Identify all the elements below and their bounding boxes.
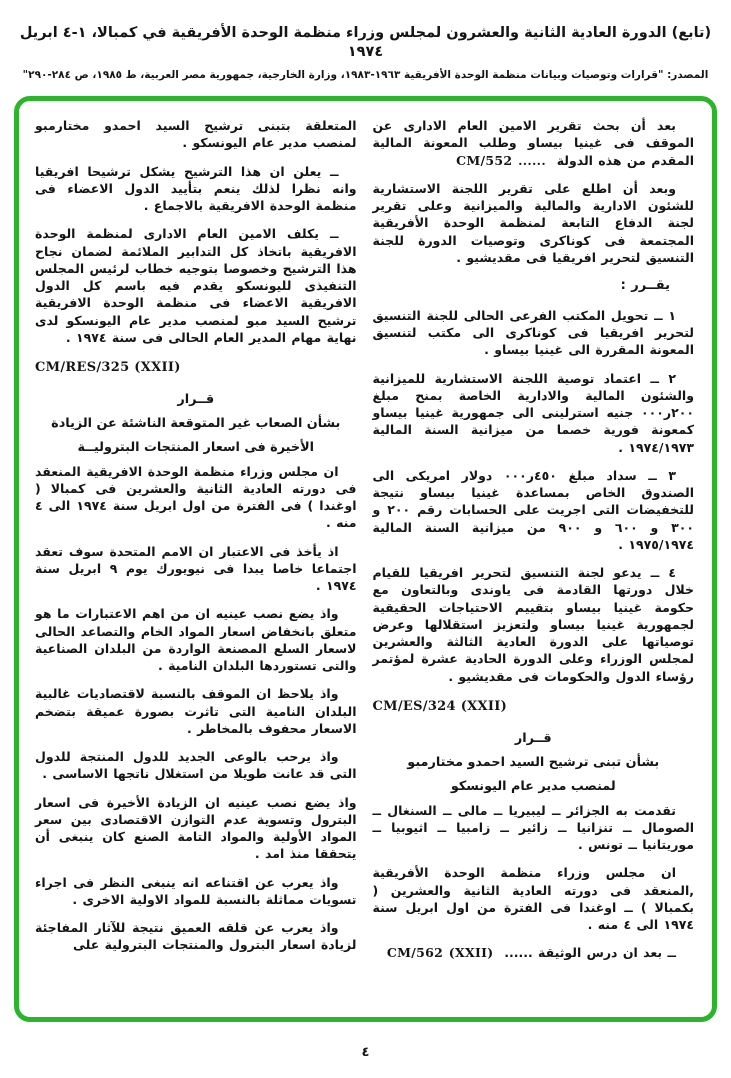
paragraph: ان مجلس وزراء منظمة الوحدة الأفريقية ,المنعقد فى دورته العادية الثانية والعشرين ( بكمبالا ) ــ اوغندا فى الفترة من اول ابريل سنة ١٩٧٤ الى ٤ منه . (372, 865, 694, 933)
source-citation: المصدر: "قرارات وتوصيات وبيانات منظمة الوحدة الأفريقية ١٩٦٣-١٩٨٣، وزارة الخارجية، جمهورية مصر العربية، ط ١٩٨٥، ص ٢٨٤-٢٩٠" (22, 68, 709, 81)
doc-ref-inline: CM/562 (XXII) (386, 945, 494, 961)
resolution-title: بشأن الصعاب غير المتوقعة الناشئة عن الزيادة (51, 415, 341, 431)
resolution-title: لمنصب مدير عام اليونسكو (450, 778, 616, 794)
paragraph: تقدمت به الجزائر ــ ليبيريا ــ مالى ــ السنغال ــ الصومال ــ تنزانيا ــ زائير ــ زامبيا ــ اثيوبيا ــ موريتانيا ــ تونس . (372, 802, 694, 853)
paragraph: واذ يضع نصب عينيه ان الزيادة الأخيرة فى اسعار البترول وتسوية عدم التوازن الاقتصادى بين سعر المواد الأولية والمواد التامة الصنع كان ينبغى أن يتحققا منذ امد . (35, 794, 357, 862)
page-header (0, 24, 731, 81)
paragraph: واذ يعرب عن اقتناعه انه ينبغى النظر فى اجراء تسويات مماثلة بالنسبة للمواد الاولية الاخرى . (35, 874, 357, 907)
page-number: ٤ (361, 1045, 370, 1060)
paragraph: واذ يضع نصب عينيه ان من اهم الاعتبارات ما هو متعلق بانخفاض اسعار المواد الخام والتصاعد الحالى لاسعار السلع المصنعة الواردة من البلدان الصناعية والتى تستوردها البلدان النامية . (35, 606, 357, 674)
column-left (35, 117, 357, 1011)
paragraph: واذ يعرب عن قلقه العميق نتيجة للآثار المفاجئة لزيادة اسعار البترول والمنتجات البترولية على (35, 920, 357, 953)
paragraph: ــ يكلف الامين العام الادارى لمنظمة الوحدة الافريقية باتخاذ كل التدابير الملائمة لضمان نجاح هذا الترشيح وخصوصا بتوجيه خطاب لرئيس المجلس التنفيذى لليونسكو يقدم فيه باسم كل الدول الافريقية الاعضاء فى منظمة الوحدة الافريقية ترشيح السيد مبو لمنصب مدير عام اليونسكو لدى نهاية مهام المدير العام الحالى فى سنة ١٩٧٤ . (35, 226, 357, 345)
paragraph: المتعلقة بتبنى ترشيح السيد احمدو مختارمبو لمنصب مدير عام اليونسكو . (35, 118, 357, 151)
resolution-title: بشأن تبنى ترشيح السيد احمدو مختارمبو (407, 754, 660, 770)
paragraph: بعد أن بحث تقرير الامين العام الادارى عن الموقف فى غينيا بيساو وطلب المعونة المالية المقدم من هذه الدولة CM/552 ...... (372, 118, 694, 168)
paragraph: ٣ ــ سداد مبلغ ٤٥٠ر٠٠٠ دولار امريكى الى الصندوق الخاص بمساعدة غينيا بيساو نتيجة للتخفيضات التى اجريت على الحسابات رقم ٢٠٠ و ٣٠٠ و ٦٠٠ و ٩٠٠ من ميزانية السنة المالية ١٩٧٥/١٩٧٤ . (372, 467, 694, 552)
paragraph: واذ يرحب بالوعى الجديد للدول المنتجة للدول التى قد عانت طويلا من استغلال ناتجها الاساسى . (35, 749, 357, 782)
resolution-title: قــرار (177, 392, 215, 407)
doc-ref: CM/ES/324 (XXII) (372, 698, 508, 714)
paragraph: ٢ ــ اعتماد توصية اللجنة الاستشارية للميزانية والشئون المالية والادارية الخاصة بمنح مبلغ ٢٠٠ر٠٠٠ جنيه استرلينى الى جمهورية غينيا بيساو كمعونة فورية خصما من ميزانية السنة المالية ١٩٧٤/١٩٧٣ . (372, 370, 694, 455)
session-title: (تابع) الدورة العادية الثانية والعشرون لمجلس وزراء منظمة الوحدة الأفريقية في كمبالا، ١-٤ ابريل ١٩٧٤ (19, 25, 712, 60)
paragraph: وبعد أن اطلع على تقرير اللجنة الاستشارية للشئون الادارية والمالية والميزانية وعلى تقرير لجنة الدفاع التابعة لمنظمة الوحدة الأفريقية المجتمعة فى كوناكرى وتوصيات الدورة للجنة التنسيق لتحرير افريقيا فى مقديشيو . (372, 180, 694, 265)
resolution-title: قــرار (514, 730, 552, 746)
two-column-layout (35, 117, 694, 1011)
column-right (373, 117, 695, 1011)
paragraph: اذ يأخذ فى الاعتبار ان الامم المتحدة سوف تعقد اجتماعا خاصا يبدا فى نيويورك يوم ٩ ابريل سنة ١٩٧٤ . (35, 543, 357, 594)
content-border-box (14, 96, 717, 1022)
paragraph: ــ يعلن ان هذا الترشيح يشكل ترشيحا افريقيا وانه نظرا لذلك ينعم بتأييد الدول الاعضاء فى منظمة الوحدة الافريقية بالاجماع . (35, 163, 357, 213)
paragraph: ان مجلس وزراء منظمة الوحدة الافريقية المنعقد فى دورته العادية الثانية والعشرين فى كمبالا ( اوغندا ) فى الفترة من اول ابريل سنة ١٩٧٤ الى ٤ منه . (35, 463, 357, 531)
doc-ref-inline: CM/552 ...... (456, 152, 546, 168)
doc-ref: CM/RES/325 (XXII) (35, 360, 181, 375)
resolution-title: الأخيرة فى اسعار المنتجات البتروليــة (77, 439, 315, 455)
decree-word: يقــرر : (620, 278, 670, 293)
paragraph: ــ بعد ان درس الوثيقة ...... CM/562 (XXII) (386, 945, 676, 961)
paragraph: واذ يلاحظ ان الموقف بالنسبة لاقتصاديات غالبية البلدان النامية التى تاثرت بصورة عميقة بتضخم الاسعار محفوف بالمخاطر . (35, 686, 357, 736)
paragraph: ١ ــ تحويل المكتب الفرعى الحالى للجنة التنسيق لتحرير افريقيا فى كوناكرى الى مكتب لتنسيق المعونة المقررة الى غينيا بيساو . (372, 307, 694, 358)
paragraph: ٤ ــ يدعو لجنة التنسيق لتحرير افريقيا للقيام خلال دورتها القادمة فى ياوندى وبالتعاون مع حكومة غينيا بيساو بتقييم الاحتياجات الحقيقية لجمهورية غينيا بيساو ولتعزيز استقلالها وعرض توصياتها على الدورة العادية الثالثة والعشرين لمجلس الوزراء وعلى الدورة الحادية عشرة لمؤتمر رؤساء الدول والحكومات فى مقديشيو . (372, 565, 694, 684)
